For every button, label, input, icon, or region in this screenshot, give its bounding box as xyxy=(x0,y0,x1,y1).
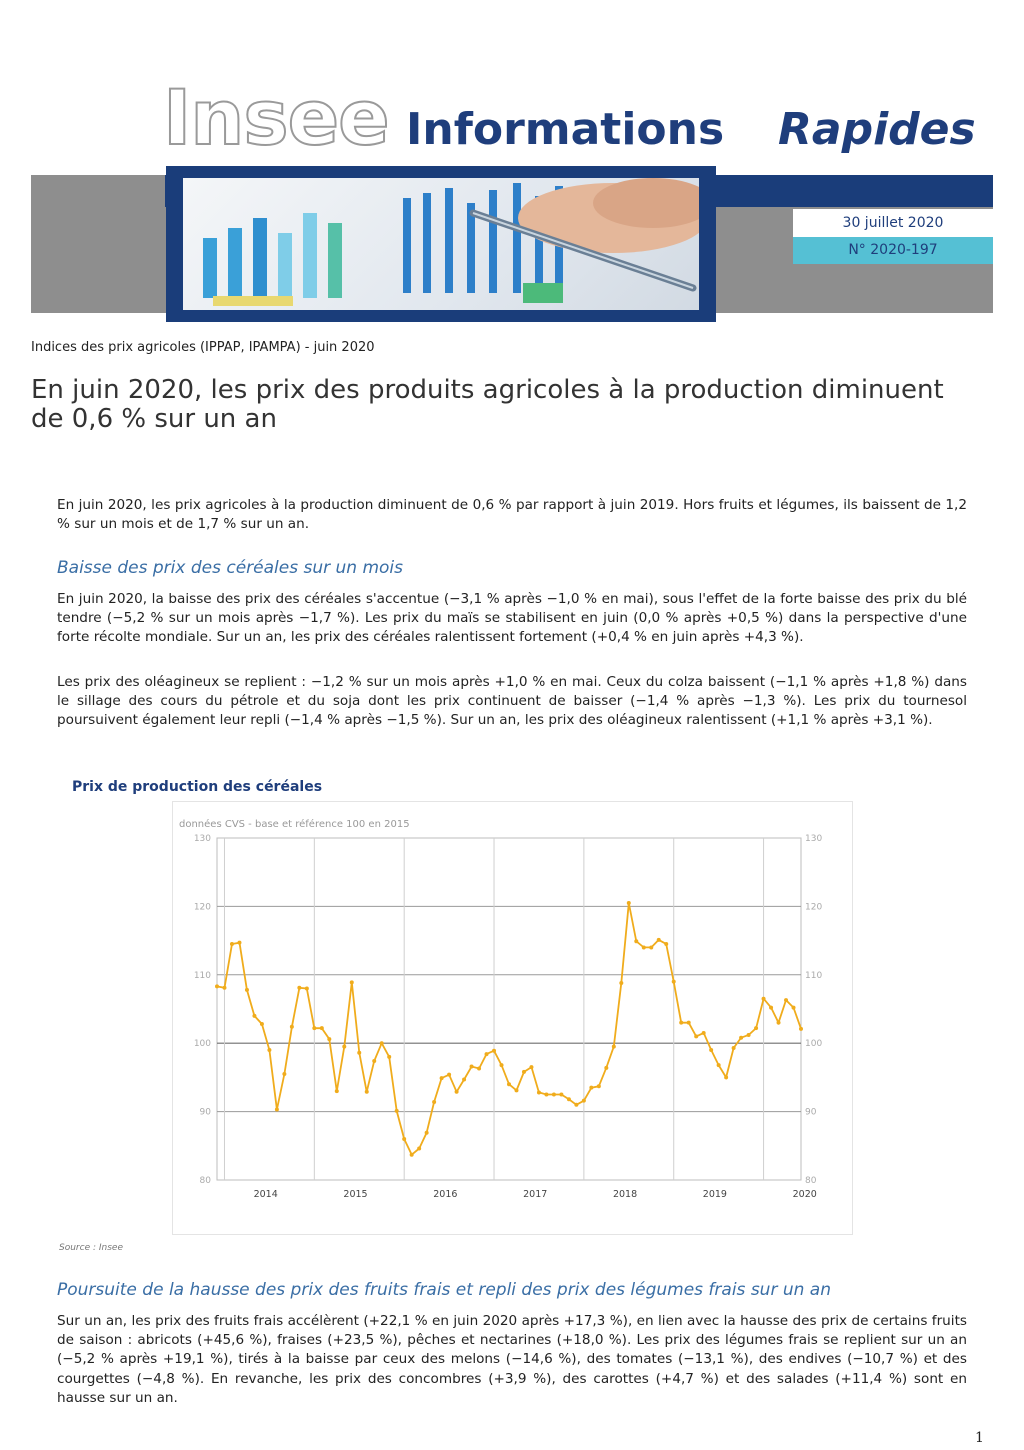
data-point xyxy=(769,1006,773,1010)
oilseeds-paragraph: Les prix des oléagineux se replient : −1,2 % sur un mois après +1,0 % en mai. Ceux du colza baissent (−1,1 % après +1,8 %) dans le sillage des cours du pétrole et du soja dont les prix continuent de baisser (−1,4 % après −1,3 %). Les prix du tournesol poursuivent également leur repli (−1,4 % après −1,5 %). Sur un an, les prix des oléagineux ralentissent (+1,1 % après +3,1 %). xyxy=(57,674,967,729)
data-point xyxy=(522,1070,526,1074)
data-point xyxy=(350,980,354,984)
y-tick-label-right: 100 xyxy=(805,1039,823,1050)
data-point xyxy=(305,986,309,990)
section-heading-cereals: Baisse des prix des céréales sur un mois xyxy=(57,558,404,578)
data-point xyxy=(440,1076,444,1080)
insee-logo: Insee xyxy=(163,73,389,162)
chart-container xyxy=(172,801,853,1235)
data-point xyxy=(784,998,788,1002)
data-point xyxy=(327,1037,331,1041)
x-tick-label: 2014 xyxy=(253,1189,278,1200)
y-tick-label-right: 120 xyxy=(805,902,823,913)
data-point xyxy=(627,901,631,905)
data-point xyxy=(762,997,766,1001)
data-point xyxy=(612,1045,616,1049)
section-heading-fruits-vegetables: Poursuite de la hausse des prix des fruits frais et repli des prix des légumes frais sur un an xyxy=(57,1280,831,1300)
x-tick-label: 2019 xyxy=(702,1189,727,1200)
data-point xyxy=(417,1147,421,1151)
data-point xyxy=(365,1090,369,1094)
data-point xyxy=(222,986,226,990)
data-point xyxy=(275,1108,279,1112)
y-tick-label-left: 80 xyxy=(199,1176,211,1186)
plot-frame xyxy=(217,838,801,1180)
data-point xyxy=(447,1073,451,1077)
header-photo-bar-chart-image xyxy=(183,178,699,310)
data-point xyxy=(567,1097,571,1101)
x-tick-label: 2016 xyxy=(433,1189,458,1200)
y-tick-label-right: 90 xyxy=(805,1107,817,1118)
data-point xyxy=(514,1088,518,1092)
data-point xyxy=(342,1045,346,1049)
data-point xyxy=(582,1099,586,1103)
data-point xyxy=(387,1055,391,1059)
headline: En juin 2020, les prix des produits agricoles à la production diminuent de 0,6 % sur un an xyxy=(31,375,944,434)
data-point xyxy=(529,1065,533,1069)
data-point xyxy=(492,1049,496,1053)
decorative-bars-illustration xyxy=(183,178,699,310)
data-point xyxy=(425,1131,429,1135)
data-point xyxy=(462,1077,466,1081)
data-point xyxy=(252,1014,256,1018)
x-tick-label: 2018 xyxy=(612,1189,638,1200)
y-tick-label-left: 130 xyxy=(193,834,211,844)
publication-date: 30 juillet 2020 xyxy=(793,209,993,237)
data-point xyxy=(799,1027,803,1031)
chart-source: Source : Insee xyxy=(59,1243,123,1253)
data-point xyxy=(485,1052,489,1056)
data-point xyxy=(372,1059,376,1063)
data-point xyxy=(777,1021,781,1025)
y-tick-label-left: 120 xyxy=(193,902,211,913)
data-point xyxy=(410,1153,414,1157)
fruits-vegetables-paragraph: Sur un an, les prix des fruits frais accélèrent (+22,1 % en juin 2020 après +17,3 %), en lien avec la hausse des prix de certains fruits de saison : abricots (+45,6 %), fraises (+23,5 %), pêches et nectarines (+18,0 %). Les prix des légumes frais se replient sur un an (−5,2 % après +19,1 %), tirés à la baisse par ceux des melons (−14,6 %), des tomates (−13,1 %), des endives (−10,7 %) et des courgettes (−4,8 %). En revanche, les prix des concombres (+3,9 %), des carottes (+4,7 %) et des salades (+11,4 %) sont en hausse sur un an. xyxy=(57,1313,967,1406)
data-point xyxy=(395,1109,399,1113)
y-tick-label-left: 100 xyxy=(193,1039,211,1050)
chart-subtitle: données CVS - base et référence 100 en 2015 xyxy=(179,819,410,830)
data-point xyxy=(792,1006,796,1010)
data-point xyxy=(500,1063,504,1067)
data-point xyxy=(335,1089,339,1093)
data-point xyxy=(267,1048,271,1052)
data-point xyxy=(657,938,661,942)
data-point xyxy=(679,1021,683,1025)
data-point xyxy=(642,945,646,949)
data-point xyxy=(537,1090,541,1094)
publication-number: N° 2020-197 xyxy=(793,237,993,264)
x-tick-label: 2017 xyxy=(523,1189,548,1200)
data-point xyxy=(470,1064,474,1068)
data-point xyxy=(739,1036,743,1040)
y-tick-label-right: 130 xyxy=(805,834,823,844)
data-point xyxy=(604,1066,608,1070)
data-point xyxy=(574,1103,578,1107)
data-point xyxy=(732,1046,736,1050)
data-point xyxy=(589,1086,593,1090)
data-point xyxy=(320,1026,324,1030)
data-point xyxy=(709,1048,713,1052)
data-point xyxy=(687,1021,691,1025)
data-point xyxy=(455,1090,459,1094)
data-point xyxy=(552,1093,556,1097)
data-point xyxy=(619,981,623,985)
publication-title-informations: Informations xyxy=(406,104,725,155)
data-point xyxy=(754,1026,758,1030)
chart-title: Prix de production des céréales xyxy=(72,779,323,795)
data-point xyxy=(717,1063,721,1067)
data-point xyxy=(432,1100,436,1104)
data-point xyxy=(290,1025,294,1029)
data-point xyxy=(297,986,301,990)
data-point xyxy=(747,1033,751,1037)
data-point xyxy=(634,939,638,943)
y-tick-label-right: 80 xyxy=(805,1176,817,1186)
data-point xyxy=(649,945,653,949)
data-point xyxy=(477,1067,481,1071)
data-point xyxy=(402,1137,406,1141)
data-point xyxy=(597,1084,601,1088)
data-point xyxy=(245,988,249,992)
data-point xyxy=(282,1072,286,1076)
data-point xyxy=(544,1093,548,1097)
data-point xyxy=(312,1026,316,1030)
data-point xyxy=(702,1031,706,1035)
page-number: 1 xyxy=(975,1430,984,1446)
y-tick-label-left: 90 xyxy=(199,1107,211,1118)
cereals-paragraph: En juin 2020, la baisse des prix des céréales s'accentue (−3,1 % après −1,0 % en mai), sous l'effet de la forte baisse des prix du blé tendre (−5,2 % sur un mois après −1,7 %). Les prix du maïs se stabilisent en juin (0,0 % après +0,5 %) dans la perspective d'une forte récolte mondiale. Sur un an, les prix des céréales ralentissent fortement (+0,4 % en juin après +4,3 %). xyxy=(57,591,967,646)
data-point xyxy=(260,1022,264,1026)
data-point xyxy=(507,1082,511,1086)
data-point xyxy=(694,1034,698,1038)
data-point xyxy=(215,984,219,988)
data-point xyxy=(672,980,676,984)
data-point xyxy=(357,1051,361,1055)
publication-title-rapides: Rapides xyxy=(778,104,976,155)
cereals-price-line-chart xyxy=(173,802,852,1234)
y-tick-label-right: 110 xyxy=(805,970,823,981)
kicker-subtitle: Indices des prix agricoles (IPPAP, IPAMPA) - juin 2020 xyxy=(31,340,375,355)
series-line xyxy=(217,903,801,1155)
data-point xyxy=(380,1041,384,1045)
data-point xyxy=(724,1075,728,1079)
data-point xyxy=(664,942,668,946)
x-tick-label: 2015 xyxy=(343,1189,368,1200)
intro-paragraph: En juin 2020, les prix agricoles à la production diminuent de 0,6 % par rapport à juin 2019. Hors fruits et légumes, ils baissent de 1,2 % sur un mois et de 1,7 % sur un an. xyxy=(57,497,967,533)
y-tick-label-left: 110 xyxy=(193,970,211,981)
data-point xyxy=(230,942,234,946)
data-point xyxy=(559,1093,563,1097)
data-point xyxy=(237,941,241,945)
x-tick-label: 2020 xyxy=(792,1189,817,1200)
